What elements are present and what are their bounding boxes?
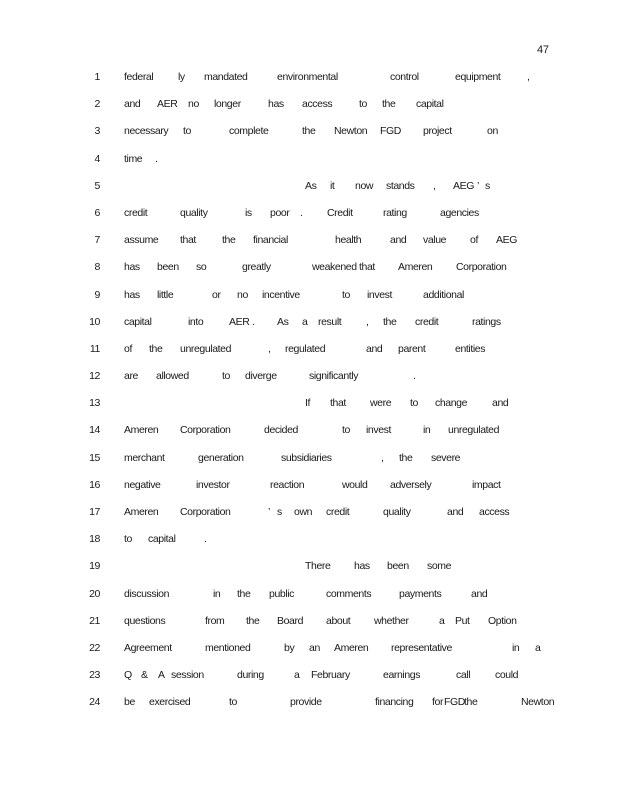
word: to: [124, 533, 132, 546]
text-line: [0, 533, 618, 560]
word: and: [390, 234, 407, 247]
word: allowed: [156, 370, 189, 383]
word: comments: [326, 587, 372, 600]
word: federal: [124, 71, 154, 83]
word: significantly: [309, 370, 359, 383]
word: longer: [214, 98, 241, 111]
word: stands: [386, 179, 415, 192]
text-line: [0, 452, 618, 479]
word: by: [284, 641, 295, 654]
word: that: [180, 234, 196, 247]
word: and: [492, 397, 509, 410]
line-number: 21: [89, 614, 100, 627]
word: capital: [148, 533, 176, 546]
word: a: [439, 614, 445, 627]
line-number: 13: [89, 397, 100, 410]
word: from: [205, 614, 225, 627]
word: in: [213, 587, 221, 600]
word: time: [124, 152, 143, 165]
word: severe: [431, 451, 461, 464]
word: provide: [290, 696, 322, 709]
page-number: 47: [537, 44, 549, 56]
word: parent: [398, 342, 426, 355]
word: Newton: [334, 125, 368, 138]
word: capital: [124, 315, 152, 328]
word: greatly: [242, 261, 271, 274]
text-line: [0, 207, 618, 234]
line-number: 6: [94, 206, 100, 219]
word: assume: [124, 234, 159, 247]
word: quality: [180, 206, 208, 219]
word: has: [124, 261, 140, 274]
word: during: [237, 669, 264, 682]
word: reaction: [270, 478, 305, 491]
text-line: [0, 397, 618, 424]
word: project: [423, 125, 452, 138]
text-line: [0, 615, 618, 642]
line-number: 11: [89, 342, 100, 355]
word: could: [495, 669, 519, 682]
word: exercised: [149, 696, 191, 709]
word: session: [171, 669, 204, 682]
word: a: [302, 315, 308, 328]
word: into: [188, 315, 204, 328]
word: s: [485, 179, 490, 192]
line-number: 4: [94, 152, 100, 165]
word: necessary: [124, 125, 169, 138]
word: Corporation: [456, 261, 507, 274]
text-line: [0, 560, 618, 587]
word: merchant: [124, 451, 165, 464]
word: poor: [270, 206, 290, 219]
text-line: [0, 234, 618, 261]
word: mentioned: [205, 641, 251, 654]
word: ,: [366, 315, 369, 328]
text-line: [0, 289, 618, 316]
word: Board: [277, 614, 304, 627]
word: Newton: [521, 696, 555, 709]
word: to: [342, 288, 350, 301]
word: invest: [367, 288, 393, 301]
word: generation: [198, 451, 244, 464]
word: quality: [383, 506, 411, 518]
word: decided: [264, 424, 298, 437]
word: .: [252, 315, 255, 328]
word: credit: [124, 206, 148, 219]
word: ,: [381, 451, 384, 464]
word: financial: [253, 234, 288, 247]
word: Corporation: [180, 506, 231, 518]
word: were: [370, 397, 392, 410]
word: the: [222, 234, 236, 247]
word: ,: [527, 71, 530, 83]
word: in: [512, 641, 520, 654]
word: access: [302, 98, 333, 111]
word: to: [183, 125, 191, 138]
word: it: [330, 179, 335, 192]
text-line: [0, 343, 618, 370]
word: and: [447, 506, 464, 518]
line-number: 18: [89, 533, 100, 546]
word: been: [387, 560, 409, 573]
word: .: [204, 533, 207, 546]
word: There: [305, 560, 331, 573]
text-line: [0, 424, 618, 451]
word: FGD: [444, 696, 465, 709]
document-body: [0, 71, 618, 724]
word: or: [212, 288, 221, 301]
line-number: 9: [94, 288, 100, 301]
word: ’: [477, 179, 479, 192]
word: that: [359, 261, 375, 274]
word: representative: [391, 641, 452, 654]
text-line: [0, 316, 618, 343]
word: negative: [124, 478, 161, 491]
word: to: [222, 370, 230, 383]
word: .: [413, 370, 416, 383]
text-line: [0, 506, 618, 533]
word: questions: [124, 614, 166, 627]
line-number: 15: [89, 451, 100, 464]
word: so: [196, 261, 207, 274]
word: a: [535, 641, 541, 654]
line-number: 20: [89, 587, 100, 600]
text-line: [0, 669, 618, 696]
word: about: [326, 614, 351, 627]
word: to: [229, 696, 237, 709]
text-line: [0, 696, 618, 723]
line-number: 19: [89, 560, 100, 573]
word: the: [383, 315, 397, 328]
word: Credit: [327, 206, 353, 219]
text-line: [0, 261, 618, 288]
word: Ameren: [124, 506, 159, 518]
text-line: [0, 370, 618, 397]
word: A: [158, 669, 165, 682]
word: Q: [124, 669, 132, 682]
word: would: [342, 478, 368, 491]
word: ’: [268, 506, 270, 518]
word: little: [157, 288, 174, 301]
word: Agreement: [124, 641, 172, 654]
word: FGD: [380, 125, 401, 138]
text-line: [0, 642, 618, 669]
word: Put: [455, 614, 470, 627]
line-number: 5: [94, 179, 100, 192]
word: the: [464, 696, 478, 709]
word: own: [294, 506, 313, 518]
word: ,: [433, 179, 436, 192]
word: ratings: [472, 315, 501, 328]
word: capital: [416, 98, 444, 111]
word: in: [423, 424, 431, 437]
line-number: 7: [94, 234, 100, 247]
word: diverge: [245, 370, 277, 383]
word: invest: [366, 424, 392, 437]
word: call: [456, 669, 471, 682]
word: earnings: [383, 669, 421, 682]
word: value: [423, 234, 447, 247]
word: has: [124, 288, 140, 301]
word: entities: [455, 342, 486, 355]
text-line: [0, 98, 618, 125]
word: unregulated: [180, 342, 232, 355]
word: result: [318, 315, 342, 328]
word: .: [155, 152, 158, 165]
word: incentive: [262, 288, 300, 301]
line-number: 14: [89, 424, 100, 437]
word: the: [149, 342, 163, 355]
word: adversely: [390, 478, 432, 491]
word: control: [390, 71, 419, 83]
text-line: [0, 71, 618, 98]
line-number: 8: [94, 261, 100, 274]
text-line: [0, 479, 618, 506]
line-number: 12: [89, 370, 100, 383]
word: no: [188, 98, 199, 111]
word: the: [399, 451, 413, 464]
word: to: [410, 397, 418, 410]
word: rating: [383, 206, 407, 219]
word: discussion: [124, 587, 170, 600]
word: access: [479, 506, 510, 518]
word: agencies: [440, 206, 479, 219]
word: and: [124, 98, 141, 111]
line-number: 10: [89, 315, 100, 328]
line-number: 16: [89, 478, 100, 491]
word: If: [305, 397, 311, 410]
word: the: [382, 98, 396, 111]
word: subsidiaries: [281, 451, 332, 464]
word: health: [335, 234, 362, 247]
word: ,: [268, 342, 271, 355]
word: be: [124, 696, 135, 709]
word: now: [355, 179, 374, 192]
word: complete: [229, 125, 269, 138]
word: ly: [178, 71, 185, 83]
text-line: [0, 588, 618, 615]
word: the: [246, 614, 260, 627]
word: of: [124, 342, 132, 355]
line-number: 2: [94, 98, 100, 111]
word: equipment: [455, 71, 501, 83]
word: no: [237, 288, 248, 301]
word: to: [342, 424, 350, 437]
line-number: 23: [89, 669, 100, 682]
word: Corporation: [180, 424, 231, 437]
word: to: [359, 98, 367, 111]
word: weakened: [312, 261, 357, 274]
word: has: [354, 560, 370, 573]
line-number: 1: [94, 71, 100, 83]
word: an: [309, 641, 320, 654]
line-number: 24: [89, 696, 100, 709]
text-line: [0, 153, 618, 180]
word: public: [269, 587, 295, 600]
word: additional: [423, 288, 464, 301]
word: AER: [157, 98, 178, 111]
word: impact: [472, 478, 501, 491]
word: is: [245, 206, 252, 219]
word: that: [330, 397, 346, 410]
word: on: [487, 125, 498, 138]
line-number: 22: [89, 641, 100, 654]
word: and: [366, 342, 383, 355]
text-line: [0, 180, 618, 207]
word: financing: [375, 696, 414, 709]
word: are: [124, 370, 138, 383]
word: environmental: [277, 71, 338, 83]
word: Ameren: [334, 641, 369, 654]
word: AER: [229, 315, 250, 328]
word: regulated: [285, 342, 326, 355]
line-number: 3: [94, 125, 100, 138]
word: s: [277, 506, 282, 518]
word: AEG: [453, 179, 474, 192]
word: whether: [374, 614, 409, 627]
word: As: [277, 315, 289, 328]
word: a: [294, 669, 300, 682]
word: payments: [399, 587, 442, 600]
line-number: 17: [89, 506, 100, 518]
word: As: [305, 179, 317, 192]
word: &: [141, 669, 148, 682]
word: the: [302, 125, 316, 138]
word: investor: [196, 478, 230, 491]
word: for: [432, 696, 444, 709]
word: credit: [326, 506, 350, 518]
word: Ameren: [398, 261, 433, 274]
word: of: [470, 234, 478, 247]
word: the: [237, 587, 251, 600]
word: unregulated: [448, 424, 500, 437]
word: .: [300, 206, 303, 219]
word: Option: [488, 614, 517, 627]
word: has: [268, 98, 284, 111]
word: AEG: [496, 234, 517, 247]
word: some: [427, 560, 452, 573]
word: been: [157, 261, 179, 274]
word: and: [471, 587, 488, 600]
word: February: [311, 669, 350, 682]
word: mandated: [204, 71, 248, 83]
text-line: [0, 125, 618, 152]
word: Ameren: [124, 424, 159, 437]
word: change: [435, 397, 468, 410]
word: credit: [415, 315, 439, 328]
